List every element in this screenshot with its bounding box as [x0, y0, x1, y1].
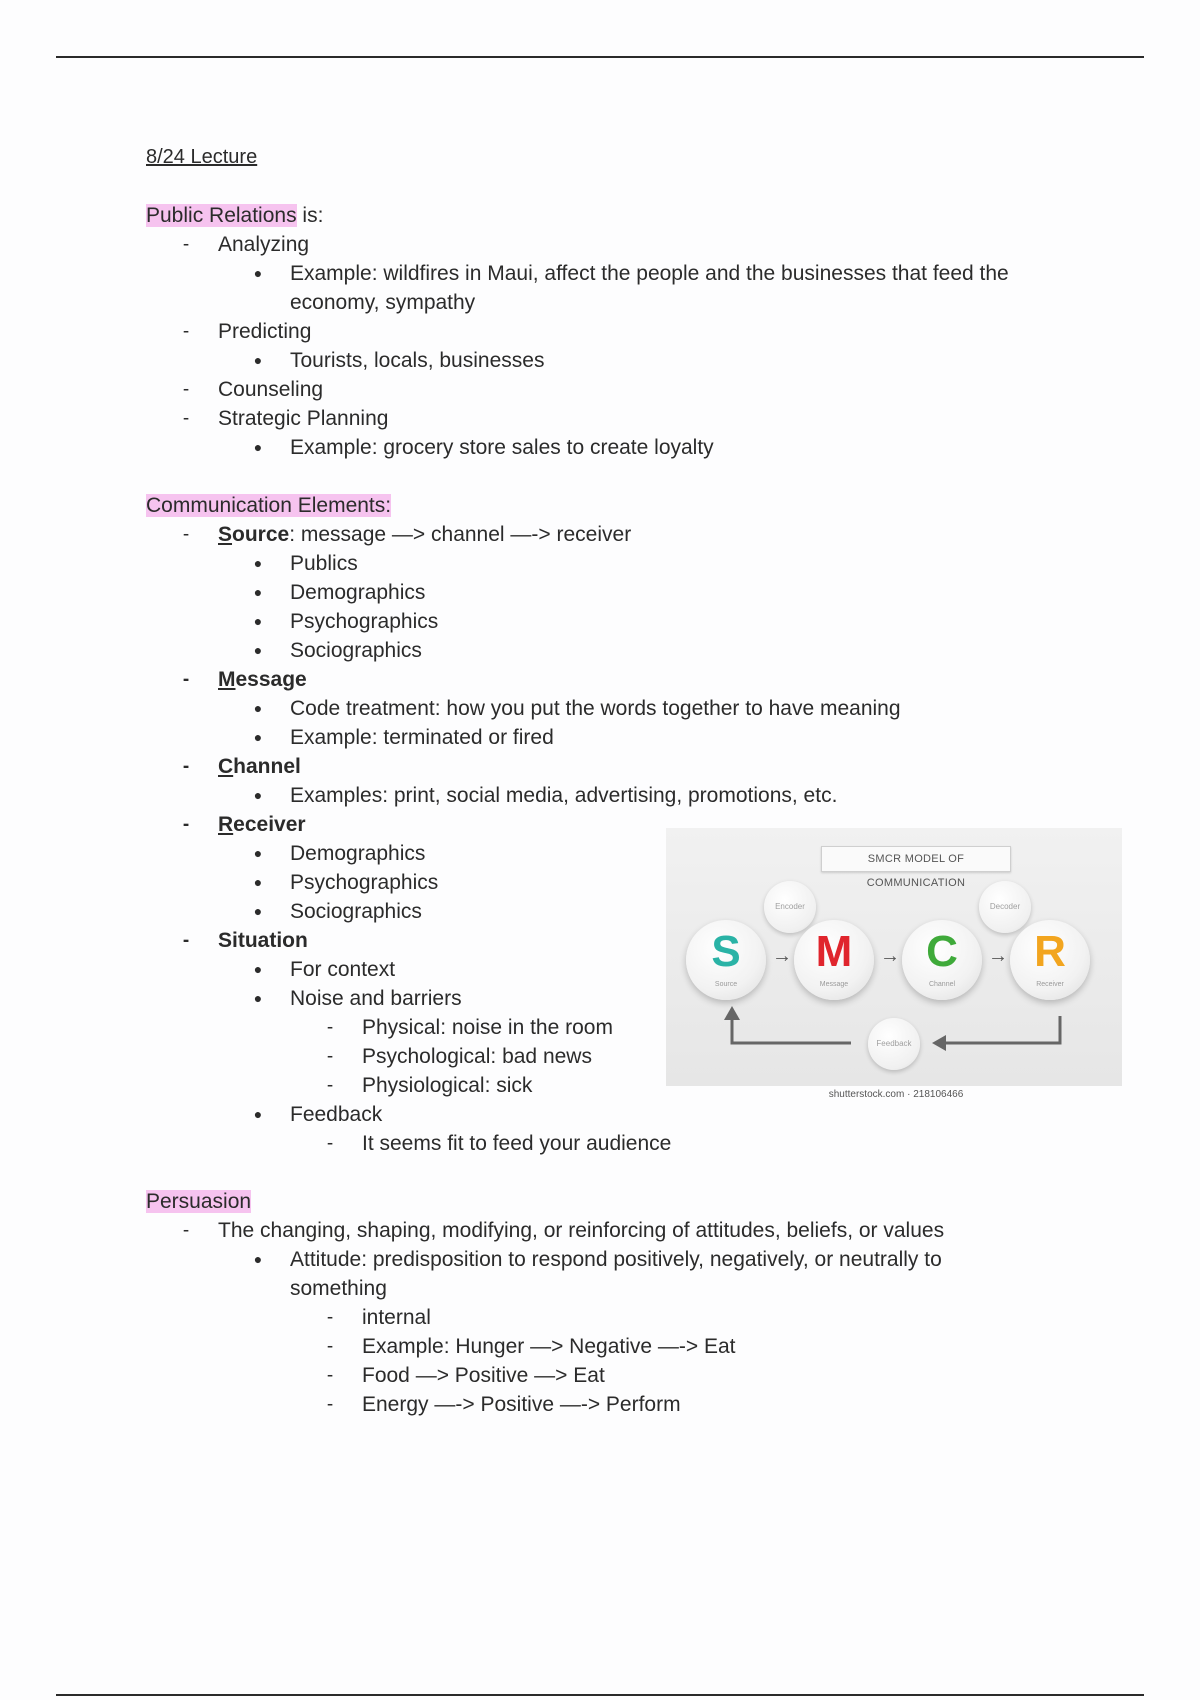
smcr-diagram	[666, 828, 1122, 1086]
smcr-letter-r: R	[1034, 927, 1066, 976]
list-item: - Situation	[182, 929, 308, 952]
list-item: - Message	[182, 668, 307, 691]
list-item: - Source: message —> channel —-> receiver	[182, 523, 632, 546]
list-item: - Analyzing	[182, 233, 310, 256]
list-item: - Psychological: bad news	[326, 1045, 592, 1068]
receiver-circle: R Receiver	[1010, 920, 1090, 1000]
list-item: ● Tourists, locals, businesses	[253, 349, 545, 372]
pr-heading-line: Public Relations is:	[146, 204, 324, 227]
list-item: ● For context	[253, 958, 396, 981]
encoder-bubble: Encoder	[764, 881, 816, 933]
lecture-title: 8/24 Lecture	[146, 146, 258, 168]
list-item: - The changing, shaping, modifying, or reinforcing of attitudes, beliefs, or values	[182, 1219, 945, 1242]
list-item: ● Demographics	[253, 581, 426, 604]
list-item: - Strategic Planning	[182, 407, 389, 430]
arrow-right-icon: →	[772, 945, 792, 967]
smcr-letter-c: C	[926, 927, 958, 976]
persuasion-heading: Persuasion	[146, 1190, 252, 1213]
list-item: ● Sociographics	[253, 900, 422, 923]
footer-rule	[56, 1694, 1144, 1696]
list-item: - It seems fit to feed your audience	[326, 1132, 672, 1155]
list-item: ● Example: wildfires in Maui, affect the people and the businesses that feed the	[253, 262, 1009, 285]
list-item: ● Publics	[253, 552, 358, 575]
list-item: ● Examples: print, social media, advertising, promotions, etc.	[253, 784, 838, 807]
list-item: - Channel	[182, 755, 301, 778]
source-circle: S Source	[686, 920, 766, 1000]
image-credit: shutterstock.com · 218106466	[828, 1089, 964, 1100]
list-item: - Food —> Positive —> Eat	[326, 1364, 605, 1387]
list-item: - Physiological: sick	[326, 1074, 533, 1097]
smcr-letter-s: S	[711, 927, 741, 976]
pr-heading: Public Relations	[146, 204, 297, 227]
list-item: - Example: Hunger —> Negative —-> Eat	[326, 1335, 736, 1358]
list-item: ● Demographics	[253, 842, 426, 865]
feedback-bubble: Feedback	[868, 1018, 920, 1070]
comm-heading: Communication Elements:	[146, 494, 392, 517]
arrow-right-icon: →	[988, 945, 1008, 967]
list-item: - Predicting	[182, 320, 312, 343]
list-item: ● Code treatment: how you put the words together to have meaning	[253, 697, 901, 720]
list-item: ● Noise and barriers	[253, 987, 462, 1010]
header-rule	[56, 56, 1144, 58]
list-item: - Energy —-> Positive —-> Perform	[326, 1393, 681, 1416]
list-item: - internal	[326, 1306, 431, 1329]
list-item: ● Example: terminated or fired	[253, 726, 554, 749]
list-item: ● Sociographics	[253, 639, 422, 662]
list-item: ● Feedback	[253, 1103, 383, 1126]
list-item: ● Attitude: predisposition to respond positively, negatively, or neutrally to	[253, 1248, 942, 1271]
channel-circle: C Channel	[902, 920, 982, 1000]
smcr-letter-m: M	[815, 927, 853, 976]
smcr-title: SMCR MODEL OF COMMUNICATION	[821, 846, 1011, 872]
arrow-right-icon: →	[880, 945, 900, 967]
list-item-cont: economy, sympathy	[290, 291, 476, 314]
list-item: ● Example: grocery store sales to create loyalty	[253, 436, 714, 459]
list-item: - Receiver	[182, 813, 306, 836]
list-item: ● Psychographics	[253, 610, 439, 633]
list-item: - Physical: noise in the room	[326, 1016, 613, 1039]
list-item-cont: something	[290, 1277, 387, 1300]
message-circle: M Message	[794, 920, 874, 1000]
lecture-notes	[146, 142, 1066, 1419]
comm-heading-line	[146, 491, 1066, 520]
persuasion-heading-line	[146, 1187, 1066, 1216]
decoder-bubble: Decoder	[979, 881, 1031, 933]
list-item: - Counseling	[182, 378, 324, 401]
list-item: ● Psychographics	[253, 871, 439, 894]
